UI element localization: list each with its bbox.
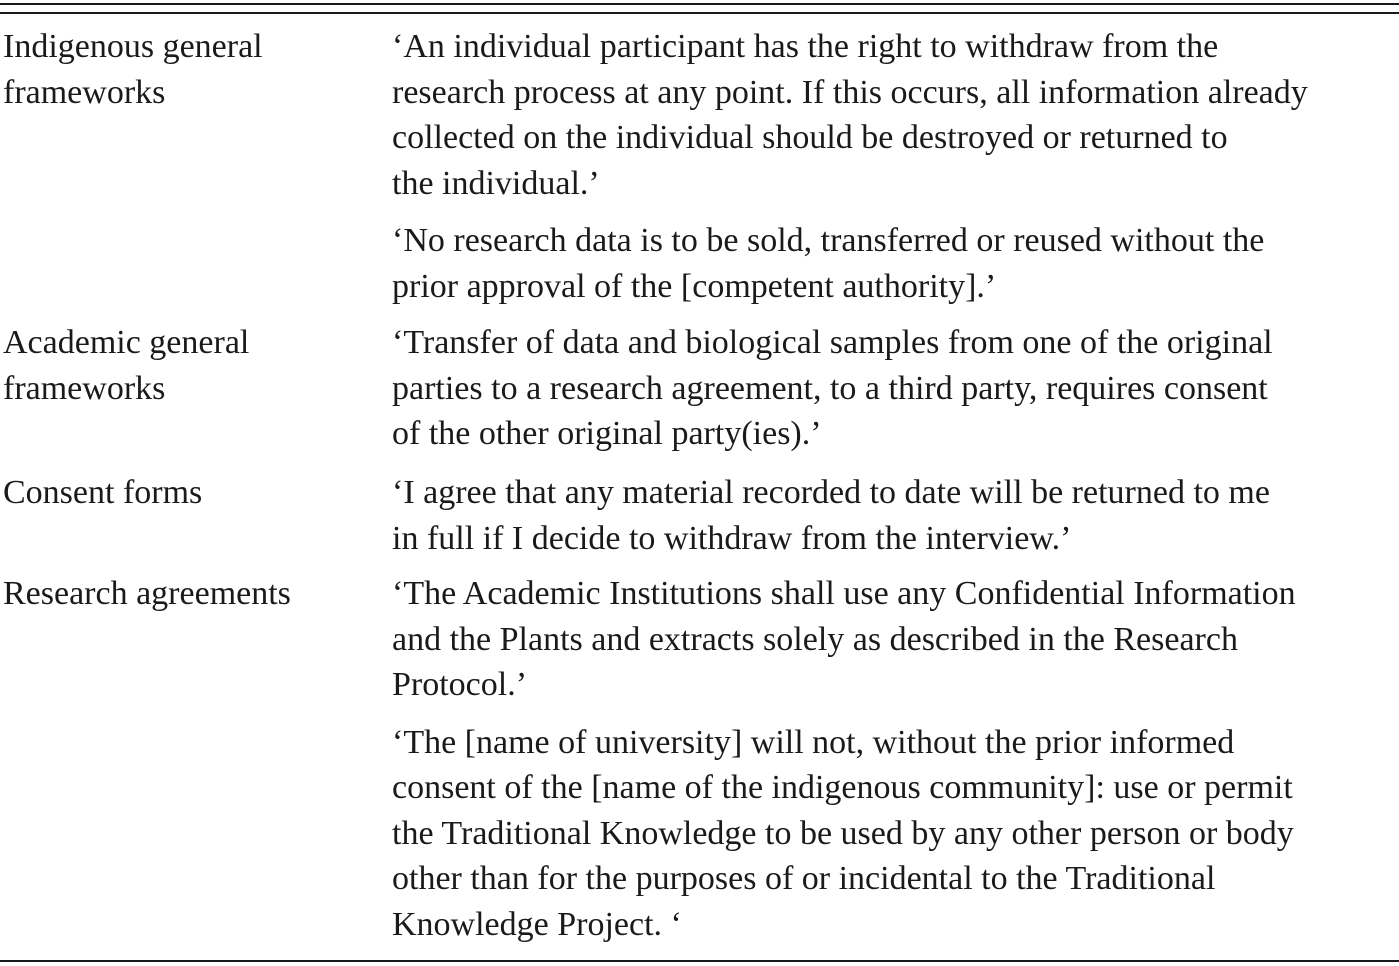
top-rule-inner (0, 12, 1399, 14)
row-quote: ‘Transfer of data and biological samples from one of the original parties to a research agreement, to a third party, requires consent of the other original party(ies).’ (392, 324, 1273, 452)
row-quotes (392, 24, 1399, 309)
row-category: Research agreements (3, 575, 291, 612)
bottom-rule (0, 960, 1399, 962)
row-category: Consent forms (3, 474, 203, 511)
row-quote: ‘No research data is to be sold, transferred or reused without the prior approval of the [competent authority].’ (392, 222, 1265, 305)
row-quotes (392, 470, 1399, 561)
row-quote: ‘The [name of university] will not, without the prior informed consent of the [name of the indigenous community]: use or permit the Traditional Knowledge to be used by any other person or body other than for the purposes of or incidental to the Traditional Knowledge Project. ‘ (392, 723, 1294, 943)
row-quote: ‘The Academic Institutions shall use any Confidential Information and the Plants and extracts solely as described in the Research Protocol.’ (392, 575, 1296, 703)
top-rule-outer (0, 3, 1399, 5)
row-quotes (392, 320, 1399, 457)
row-category: Academic general frameworks (3, 324, 250, 407)
row-quote: ‘An individual participant has the right to withdraw from the research process at any point. If this occurs, all information already collected on the individual should be destroyed or returned to the individual.’ (392, 28, 1308, 202)
row-category: Indigenous general frameworks (3, 28, 263, 111)
row-quotes (392, 571, 1399, 947)
row-quote: ‘I agree that any material recorded to date will be returned to me in full if I decide to withdraw from the interview.’ (392, 474, 1270, 557)
